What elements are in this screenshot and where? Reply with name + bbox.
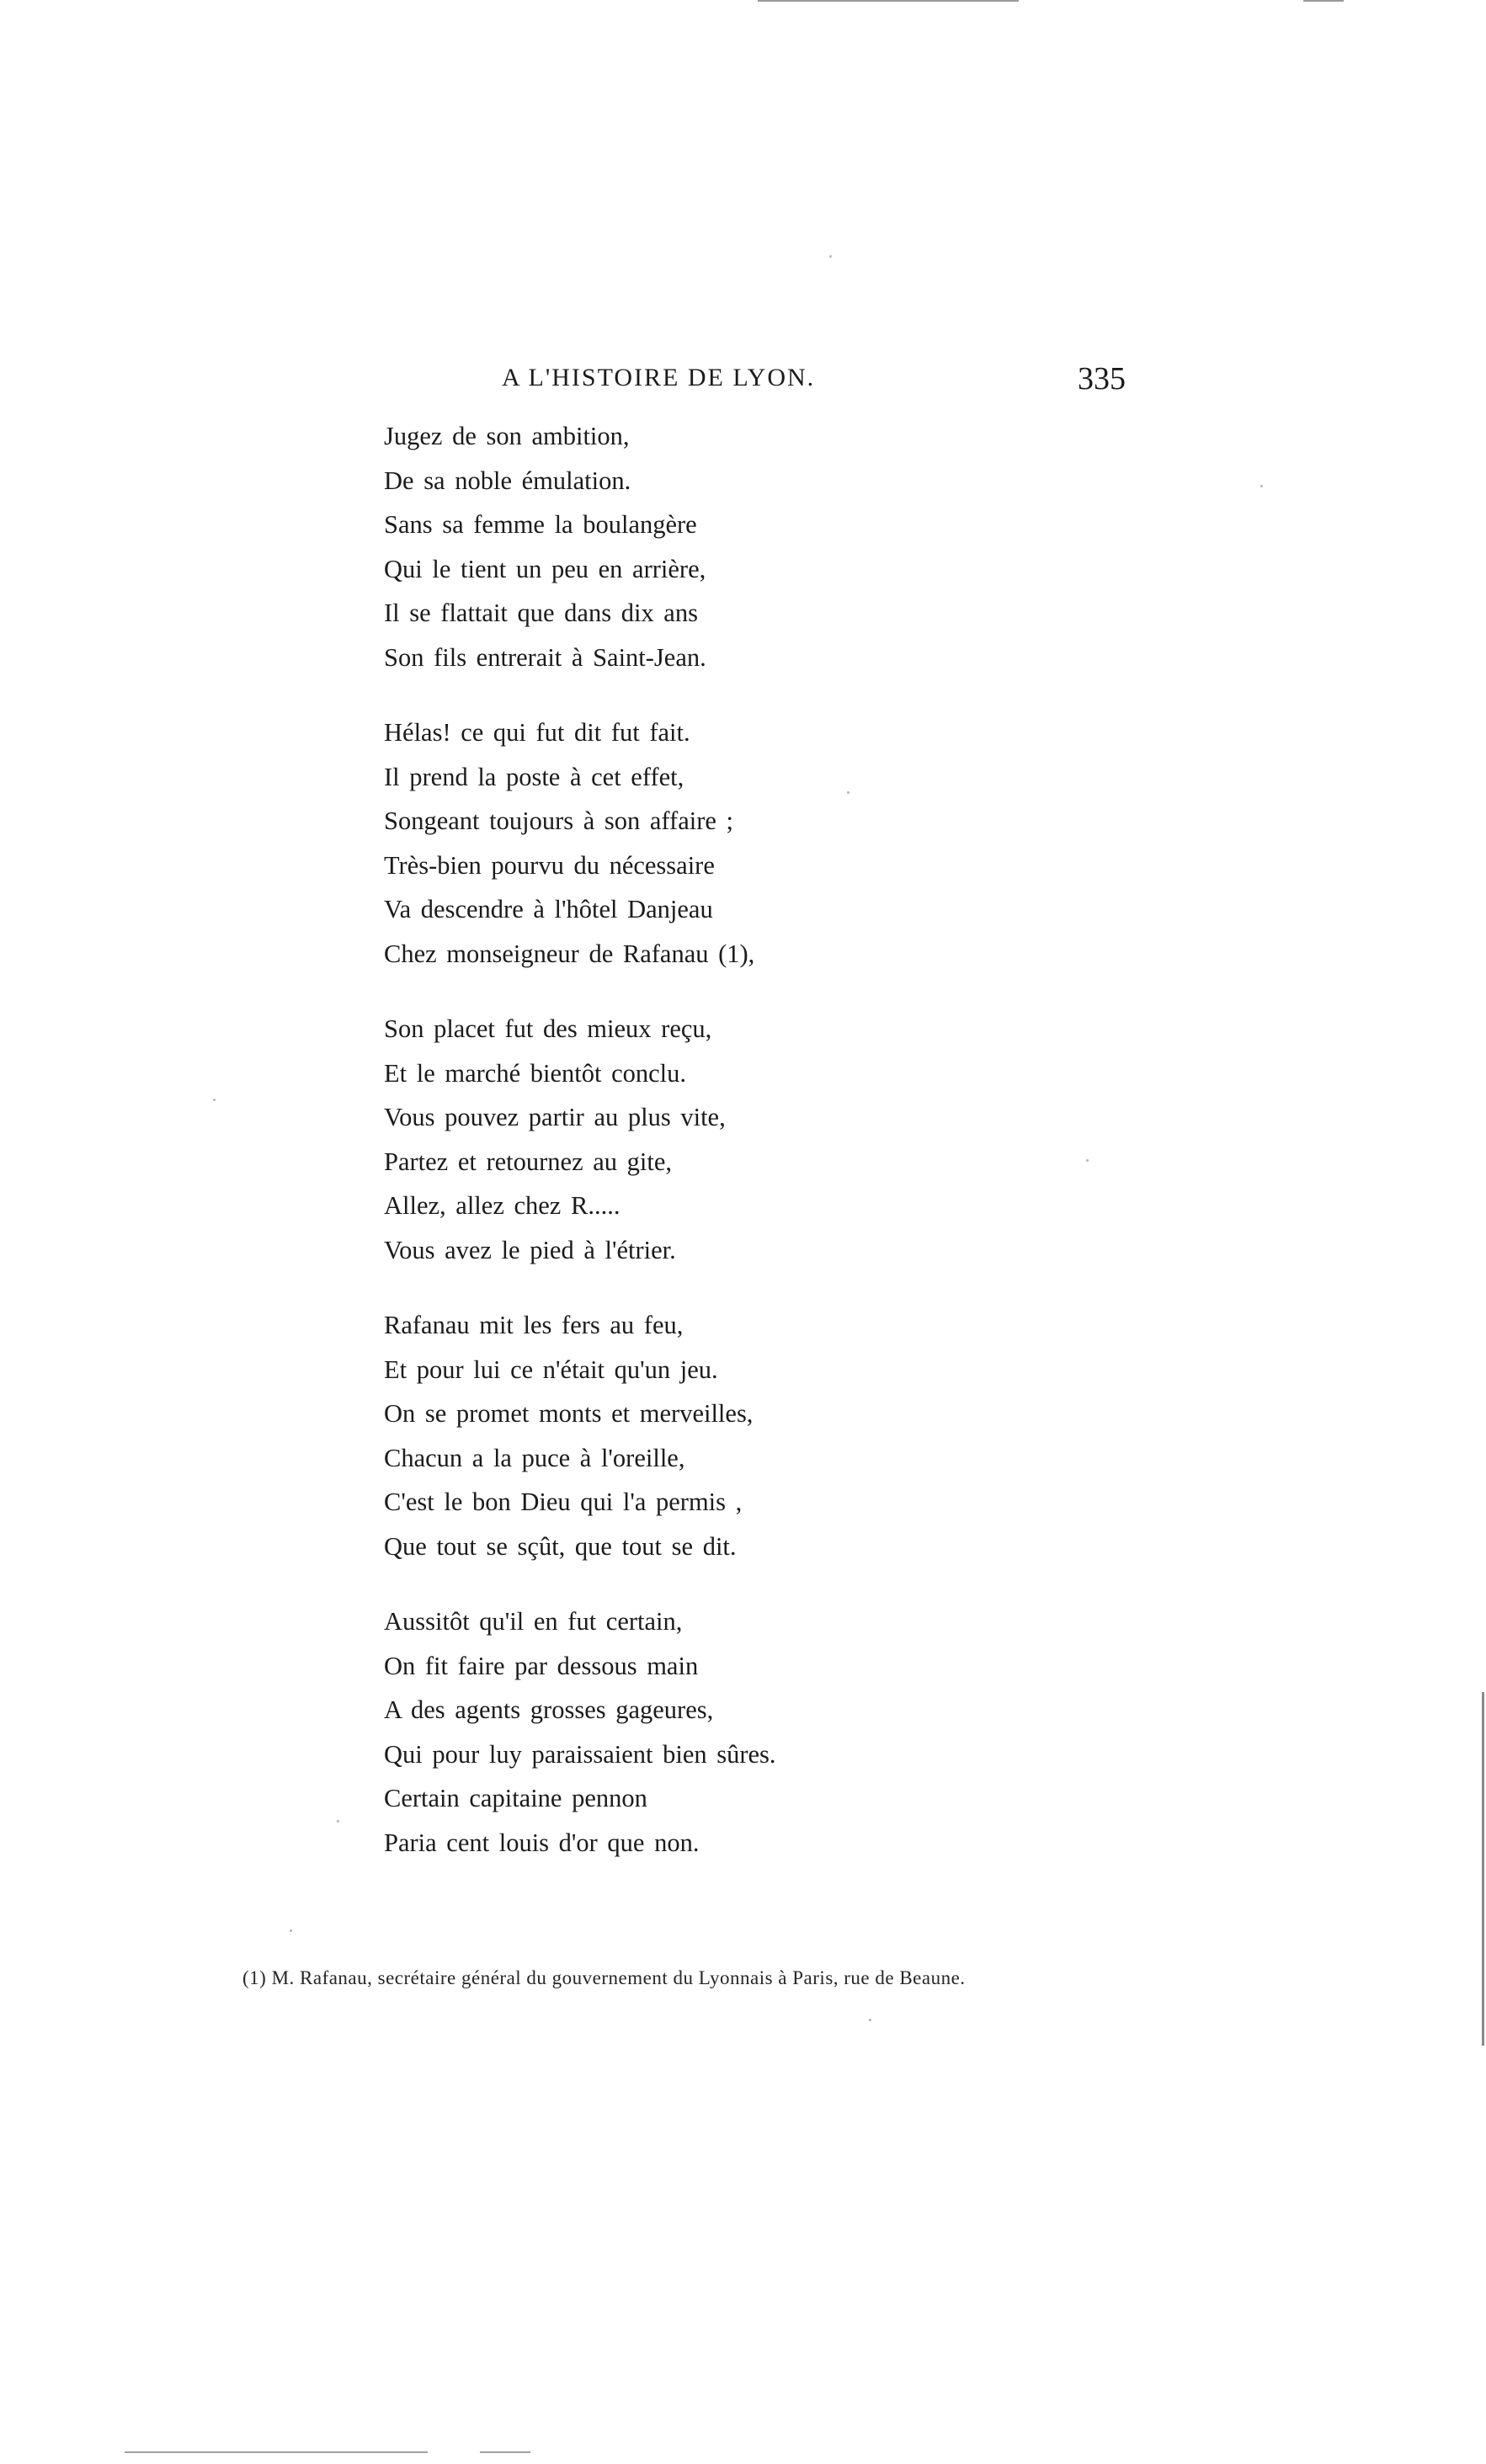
verse-line: Qui le tient un peu en arrière, [384,554,706,583]
verse-line: Chez monseigneur de Rafanau (1), [384,939,755,968]
verse-line: Il prend la poste à cet effet, [384,762,684,791]
verse-line: Très-bien pourvu du nécessaire [384,850,715,880]
verse-line: Paria cent louis d'or que non. [384,1828,700,1857]
verse-line: Que tout se sçût, que tout se dit. [384,1531,737,1561]
verse-line: Allez, allez chez R..... [384,1191,620,1220]
running-head: A L'HISTOIRE DE LYON. [502,364,816,391]
verse-line: Sans sa femme la boulangère [384,510,697,539]
verse-line: On fit faire par dessous main [384,1651,699,1680]
scan-speck [829,255,832,258]
page-edge-shadow [1482,1692,1484,2046]
verse-line: Son fils entrerait à Saint-Jean. [384,642,706,672]
scan-speck [213,1099,216,1101]
stanza-1 [384,414,776,679]
verse-line: Et le marché bientôt conclu. [384,1058,686,1088]
verse-line: Hélas! ce qui fut dit fut fait. [384,718,690,747]
verse-line: Rafanau mit les fers au feu, [384,1311,684,1339]
scan-speck [847,791,850,794]
scan-speck [869,2019,871,2021]
verse-line: Partez et retournez au gite, [384,1147,673,1176]
verse-line: C'est le bon Dieu qui l'a permis , [384,1487,743,1516]
stanza-2 [384,710,776,976]
scan-speck [290,1929,292,1932]
top-scan-rule [758,0,1019,2]
verse-line: Aussitôt qu'il en fut certain, [384,1607,683,1636]
verse-line: Qui pour luy paraissaient bien sûres. [384,1739,776,1769]
bottom-scan-mark [480,2451,530,2453]
stanza-3 [384,1007,776,1272]
scan-speck [1260,485,1263,487]
verse-line: Songeant toujours à son affaire ; [384,806,733,835]
footnote: (1) M. Rafanau, secrétaire général du gouvernement du Lyonnais à Paris, rue de Beaune. [242,1967,966,1988]
verse-line: Certain capitaine pennon [384,1784,647,1812]
verse-line: Vous avez le pied à l'étrier. [384,1235,676,1264]
top-scan-mark [1303,0,1344,2]
verse-line: De sa noble émulation. [384,466,631,495]
stanza-5 [384,1599,776,1865]
poem [384,414,776,1896]
verse-line: Chacun a la puce à l'oreille, [384,1443,685,1472]
verse-line: On se promet monts et merveilles, [384,1399,754,1428]
scan-speck [337,1820,339,1823]
page-number: 335 [1078,361,1126,396]
verse-line: Jugez de son ambition, [384,422,630,450]
verse-line: Il se flattait que dans dix ans [384,599,698,627]
stanza-4 [384,1303,776,1568]
verse-line: Vous pouvez partir au plus vite, [384,1103,726,1131]
verse-line: A des agents grosses gageures, [384,1695,714,1724]
verse-line: Et pour lui ce n'était qu'un jeu. [384,1354,718,1384]
scan-speck [1086,1159,1089,1162]
verse-line: Son placet fut des mieux reçu, [384,1014,712,1043]
bottom-scan-rule [125,2451,428,2453]
verse-line: Va descendre à l'hôtel Danjeau [384,895,713,923]
